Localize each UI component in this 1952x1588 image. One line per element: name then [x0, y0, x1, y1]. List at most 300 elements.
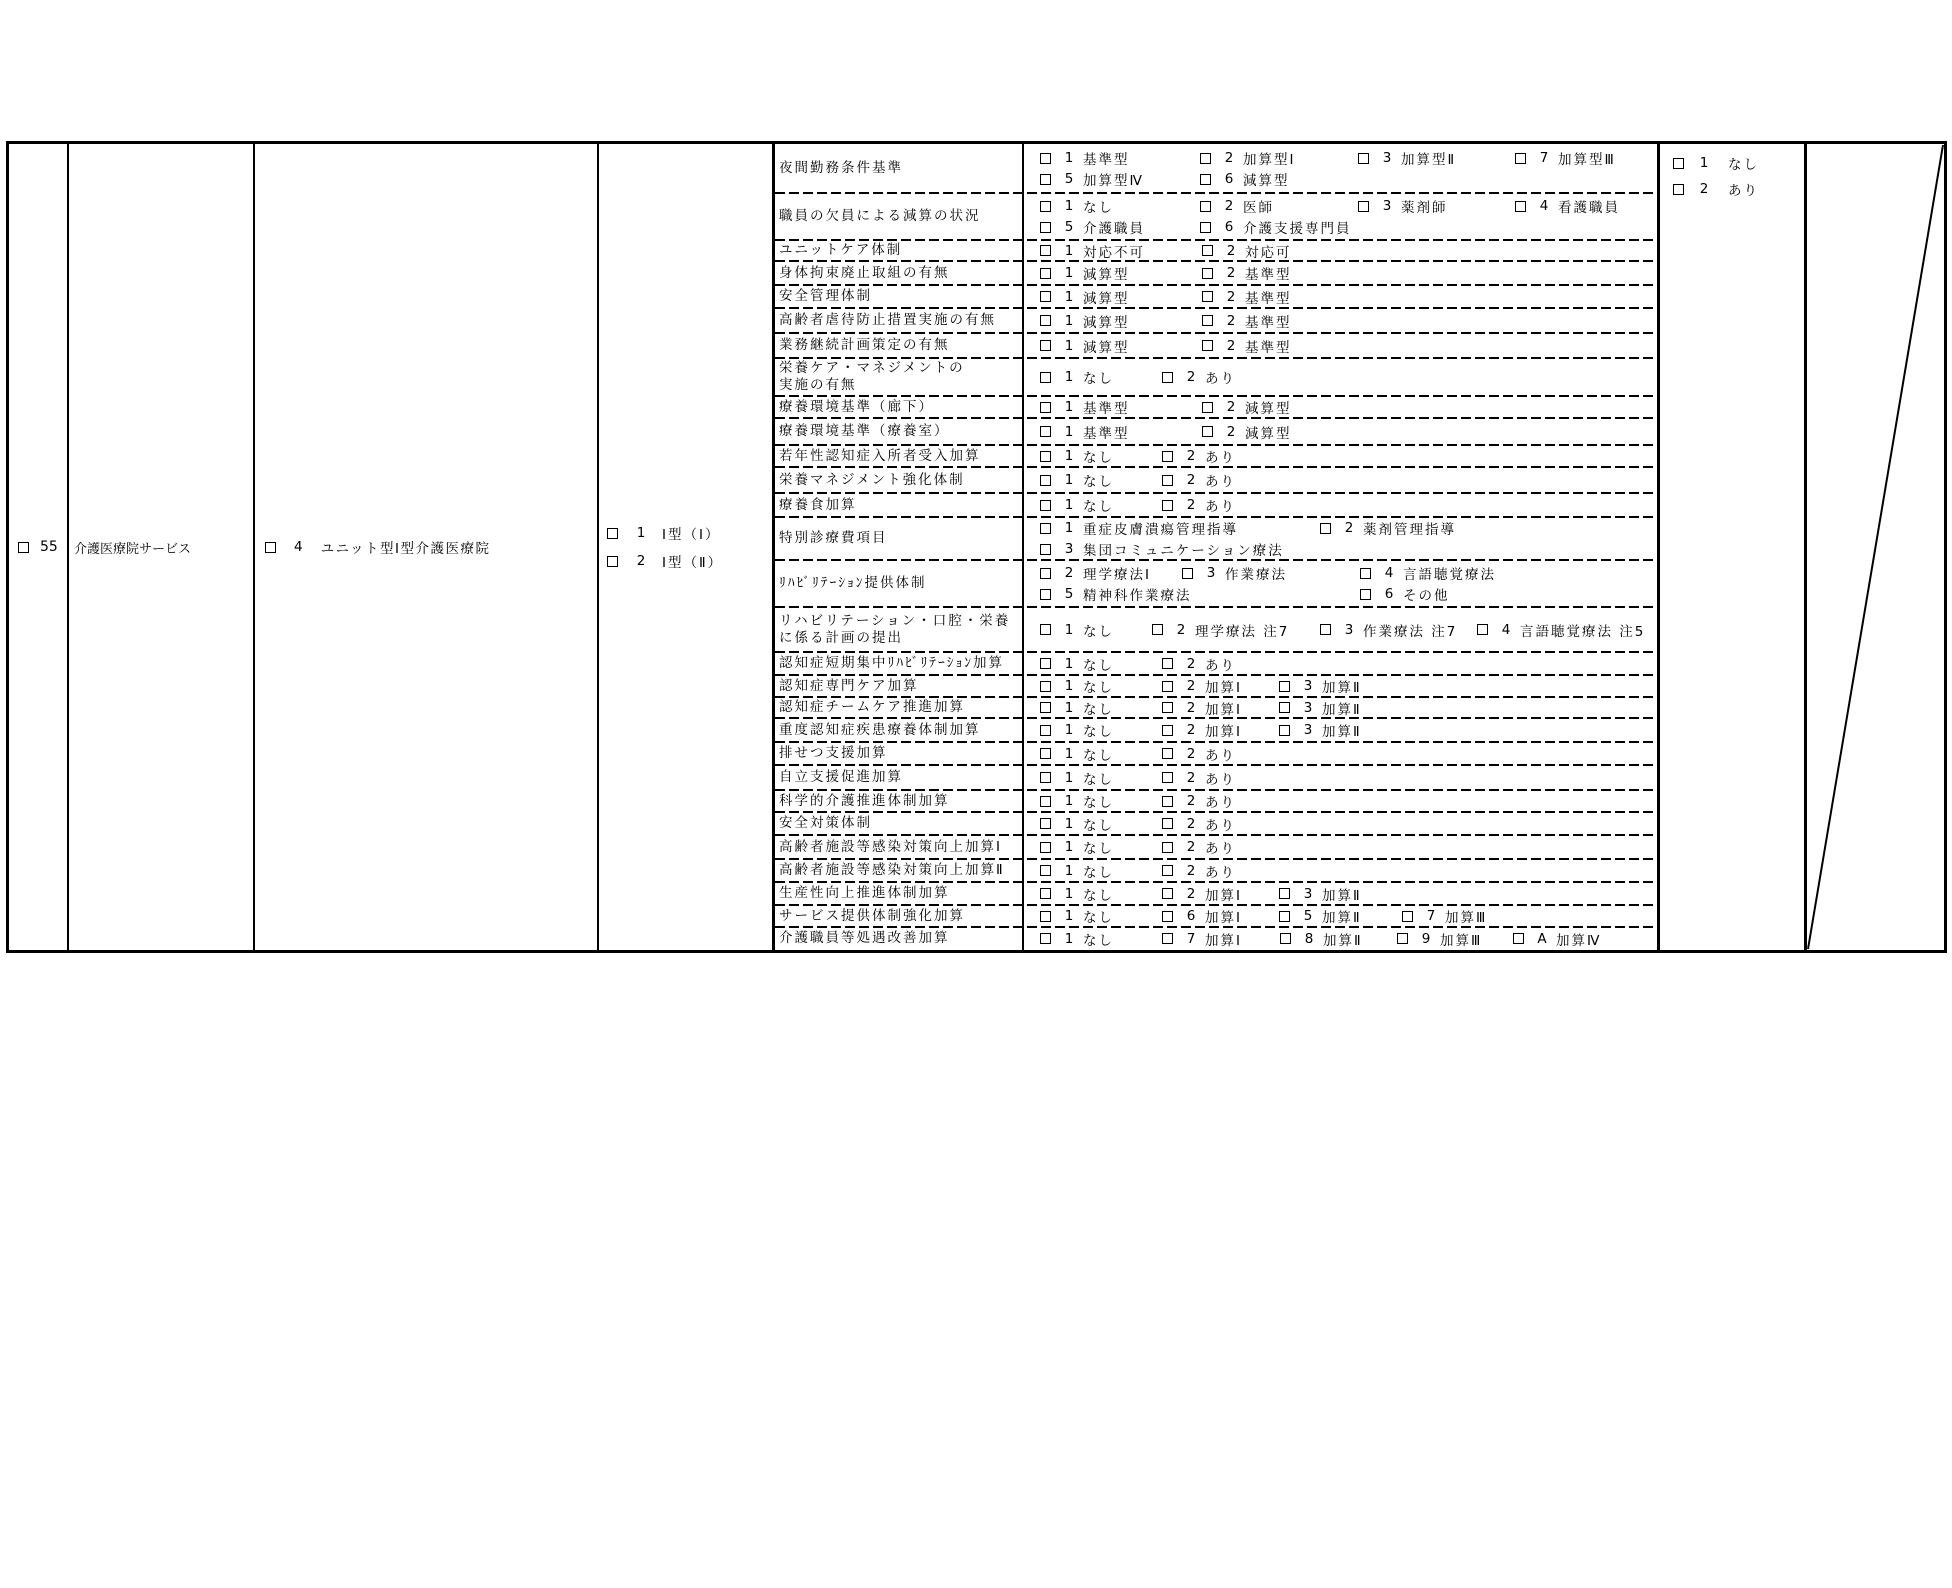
- option-label: なし: [1083, 817, 1114, 834]
- criteria-row-label: 自立支援促進加算: [775, 765, 1024, 790]
- option: [1162, 906, 1242, 926]
- option-number: 1: [1064, 242, 1074, 259]
- criteria-row-options: [1024, 193, 1657, 240]
- criteria-row-label: 高齢者施設等感染対策向上加算Ⅰ: [775, 835, 1024, 859]
- option-number: 2: [1226, 288, 1236, 305]
- option-checkbox-icon[interactable]: [1162, 933, 1173, 944]
- option-checkbox-icon[interactable]: [1162, 451, 1173, 462]
- option-checkbox-icon[interactable]: [1200, 222, 1211, 233]
- option-label: 基準型: [1245, 267, 1292, 283]
- option-label: なし: [1083, 932, 1114, 949]
- option-checkbox-icon[interactable]: [1162, 475, 1173, 486]
- option-checkbox-icon[interactable]: [1040, 772, 1051, 783]
- option: [1279, 676, 1362, 696]
- option-checkbox-icon[interactable]: [1279, 725, 1290, 736]
- option: [1040, 196, 1114, 216]
- option-checkbox-icon[interactable]: [1040, 523, 1051, 534]
- option-number: 1: [1064, 908, 1074, 924]
- option: [1202, 287, 1292, 307]
- option-number: 1: [1064, 423, 1074, 440]
- option-checkbox-icon[interactable]: [1040, 174, 1051, 185]
- option: [1202, 336, 1292, 356]
- option-number: 2: [1186, 655, 1196, 672]
- option-label: あり: [1205, 841, 1236, 857]
- criteria-row-label: 栄養マネジメント強化体制: [775, 467, 1024, 493]
- service-code-checkbox-icon[interactable]: [18, 542, 29, 553]
- criteria-row-options: [1024, 418, 1657, 445]
- criteria-row: [775, 396, 1657, 418]
- option: [1040, 929, 1114, 949]
- option: [1040, 768, 1114, 788]
- criteria-row: [775, 193, 1657, 240]
- option-checkbox-icon[interactable]: [1402, 911, 1413, 922]
- option-checkbox-icon[interactable]: [1040, 796, 1051, 807]
- option-checkbox-icon[interactable]: [1040, 315, 1051, 326]
- availability-cell: [1660, 144, 1807, 950]
- facility-class-2-label: Ⅰ型（Ⅱ）: [662, 555, 724, 571]
- option: [1202, 263, 1292, 283]
- availability-2-checkbox-icon[interactable]: [1673, 184, 1684, 195]
- availability-option: [1673, 179, 1804, 199]
- option: [1040, 422, 1130, 442]
- option: [1360, 563, 1496, 583]
- option-number: 2: [1186, 769, 1196, 786]
- option: [1040, 676, 1114, 696]
- criteria-row-options: [1024, 742, 1657, 765]
- option-label: 減算型: [1243, 173, 1290, 189]
- criteria-row-label: 認知症専門ケア加算: [775, 675, 1024, 697]
- criteria-row-options: [1024, 697, 1657, 718]
- option-label: なし: [1083, 747, 1114, 764]
- criteria-row-options: [1024, 765, 1657, 790]
- option-label: 精神科作業療法: [1083, 588, 1192, 604]
- option-checkbox-icon[interactable]: [1040, 589, 1051, 600]
- option-checkbox-icon[interactable]: [1200, 174, 1211, 185]
- option-label: 対応可: [1245, 244, 1292, 261]
- criteria-row-options: [1024, 652, 1657, 675]
- criteria-row-label: 生産性向上推進体制加算: [775, 882, 1024, 905]
- criteria-row: [775, 607, 1657, 652]
- option-checkbox-icon[interactable]: [1040, 451, 1051, 462]
- option: [1200, 148, 1295, 168]
- option-checkbox-icon[interactable]: [1152, 624, 1163, 635]
- option-number: 7: [1186, 930, 1196, 947]
- option-checkbox-icon[interactable]: [1040, 658, 1051, 669]
- option: [1279, 698, 1362, 718]
- option-label: 集団コミュニケーション療法: [1083, 543, 1284, 559]
- option-label: なし: [1083, 657, 1114, 674]
- option-checkbox-icon[interactable]: [1182, 568, 1193, 579]
- option-checkbox-icon[interactable]: [1202, 402, 1213, 413]
- option-number: 2: [1186, 745, 1196, 762]
- option: [1477, 620, 1645, 640]
- option-label: なし: [1083, 724, 1114, 740]
- option-label: なし: [1083, 795, 1114, 811]
- option-label: 減算型: [1245, 401, 1292, 417]
- option: [1040, 698, 1114, 718]
- option-checkbox-icon[interactable]: [1162, 911, 1173, 922]
- criteria-row-label: 排せつ支援加算: [775, 742, 1024, 765]
- facility-class-option: [607, 551, 772, 571]
- option-number: 2: [1186, 369, 1196, 385]
- option: [1202, 397, 1292, 417]
- option-label: 加算Ⅱ: [1322, 724, 1362, 740]
- option-checkbox-icon[interactable]: [1320, 523, 1331, 534]
- facility-class-option: [607, 523, 772, 543]
- facility-class-2-checkbox-icon[interactable]: [607, 556, 618, 567]
- option-label: 基準型: [1245, 314, 1292, 331]
- option: [1200, 196, 1274, 216]
- option-number: 2: [1186, 815, 1196, 832]
- option-label: あり: [1205, 771, 1236, 788]
- criteria-row: [775, 835, 1657, 859]
- option-checkbox-icon[interactable]: [1040, 245, 1051, 256]
- option: [1162, 698, 1242, 718]
- criteria-row: [775, 418, 1657, 445]
- criteria-row: [775, 560, 1657, 607]
- criteria-row: [775, 333, 1657, 358]
- option-number: 3: [1303, 678, 1313, 694]
- facility-type-label: ユニット型Ⅰ型介護医療院: [320, 541, 491, 557]
- criteria-row-options: [1024, 240, 1657, 261]
- option: [1397, 929, 1482, 949]
- option: [1040, 620, 1114, 640]
- criteria-row-options: [1024, 261, 1657, 285]
- option-checkbox-icon[interactable]: [1040, 842, 1051, 853]
- criteria-row-options: [1024, 467, 1657, 493]
- option-label: 基準型: [1245, 339, 1292, 356]
- option: [1040, 470, 1114, 490]
- option-number: 2: [1226, 265, 1236, 281]
- option-label: なし: [1083, 200, 1114, 216]
- option-checkbox-icon[interactable]: [1162, 818, 1173, 829]
- option-number: 1: [1064, 369, 1074, 385]
- facility-class-1-label: Ⅰ型（Ⅰ）: [662, 527, 721, 543]
- option: [1040, 446, 1114, 466]
- facility-class-1-number: 1: [636, 525, 646, 541]
- option-checkbox-icon[interactable]: [1040, 911, 1051, 922]
- option: [1162, 884, 1242, 904]
- option-number: 1: [1064, 655, 1074, 672]
- option-checkbox-icon[interactable]: [1162, 842, 1173, 853]
- option-number: 2: [1186, 722, 1196, 738]
- option-checkbox-icon[interactable]: [1040, 702, 1051, 713]
- option: [1162, 367, 1236, 387]
- option-label: 加算型Ⅰ: [1243, 152, 1296, 168]
- option-checkbox-icon[interactable]: [1162, 748, 1173, 759]
- option-checkbox-icon[interactable]: [1279, 681, 1290, 692]
- option-number: 3: [1303, 885, 1313, 902]
- option-checkbox-icon[interactable]: [1040, 865, 1051, 876]
- option-label: なし: [1083, 887, 1114, 904]
- option-number: 5: [1064, 586, 1074, 602]
- criteria-row-options: [1024, 675, 1657, 697]
- option: [1040, 287, 1130, 307]
- option-number: 1: [1064, 265, 1074, 281]
- option-number: 4: [1539, 198, 1549, 214]
- option-checkbox-icon[interactable]: [1360, 568, 1371, 579]
- option-number: 2: [1186, 699, 1196, 716]
- option-checkbox-icon[interactable]: [1162, 372, 1173, 383]
- option-checkbox-icon[interactable]: [1202, 291, 1213, 302]
- option-label: 言語聴覚療法: [1403, 567, 1496, 583]
- option-label: なし: [1083, 680, 1114, 696]
- criteria-row: [775, 445, 1657, 467]
- option-label: 言語聴覚療法 注5: [1520, 623, 1646, 640]
- option: [1040, 169, 1144, 189]
- option-number: 1: [1064, 448, 1074, 464]
- option-label: なし: [1083, 771, 1114, 788]
- option-checkbox-icon[interactable]: [1162, 772, 1173, 783]
- criteria-row-label: 重度認知症疾患療養体制加算: [775, 718, 1024, 742]
- facility-class-1-checkbox-icon[interactable]: [607, 528, 618, 539]
- option-checkbox-icon[interactable]: [1162, 888, 1173, 899]
- option-checkbox-icon[interactable]: [1040, 153, 1051, 164]
- option-label: 医師: [1243, 200, 1274, 216]
- option: [1162, 791, 1236, 811]
- option-checkbox-icon[interactable]: [1162, 796, 1173, 807]
- criteria-row-label: 夜間勤務条件基準: [775, 144, 1024, 193]
- option-label: 加算Ⅰ: [1205, 724, 1242, 740]
- option-number: 1: [1064, 621, 1074, 638]
- option-checkbox-icon[interactable]: [1040, 475, 1051, 486]
- option-label: あり: [1205, 499, 1236, 515]
- option-number: 1: [1064, 497, 1074, 513]
- option-checkbox-icon[interactable]: [1162, 865, 1173, 876]
- option-label: 基準型: [1083, 425, 1130, 442]
- option-checkbox-icon[interactable]: [1162, 500, 1173, 511]
- option-number: 1: [1064, 745, 1074, 762]
- option-checkbox-icon[interactable]: [1358, 201, 1369, 212]
- service-name-cell: [69, 144, 255, 950]
- option-checkbox-icon[interactable]: [1162, 702, 1173, 713]
- option-label: 加算Ⅱ: [1323, 932, 1363, 949]
- facility-type-checkbox-icon[interactable]: [265, 542, 276, 553]
- option-number: 2: [1226, 423, 1236, 440]
- criteria-row-label: 認知症短期集中ﾘﾊﾋﾞﾘﾃｰｼｮﾝ加算: [775, 652, 1024, 675]
- option-checkbox-icon[interactable]: [1040, 372, 1051, 383]
- option: [1040, 837, 1114, 857]
- criteria-row-options: [1024, 517, 1657, 560]
- option-label: あり: [1205, 371, 1236, 387]
- option-checkbox-icon[interactable]: [1162, 658, 1173, 669]
- option-label: 加算Ⅲ: [1445, 910, 1488, 926]
- option-checkbox-icon[interactable]: [1202, 340, 1213, 351]
- option-checkbox-icon[interactable]: [1200, 201, 1211, 212]
- option: [1200, 169, 1290, 189]
- criteria-row-options: [1024, 607, 1657, 652]
- option: [1040, 720, 1114, 740]
- option-label: あり: [1205, 817, 1236, 834]
- option-checkbox-icon[interactable]: [1040, 291, 1051, 302]
- option-label: 加算Ⅱ: [1322, 701, 1362, 718]
- option-checkbox-icon[interactable]: [1162, 725, 1173, 736]
- option-label: なし: [1083, 450, 1114, 466]
- option-number: 1: [1064, 769, 1074, 786]
- option-checkbox-icon[interactable]: [1040, 500, 1051, 511]
- facility-type-cell: [255, 144, 599, 950]
- option-label: あり: [1205, 657, 1236, 674]
- criteria-row: [775, 742, 1657, 765]
- option-number: 1: [1064, 930, 1074, 947]
- option-checkbox-icon[interactable]: [1279, 888, 1290, 899]
- criteria-row-label: 業務継続計画策定の有無: [775, 333, 1024, 358]
- option-checkbox-icon[interactable]: [1202, 426, 1213, 437]
- option-checkbox-icon[interactable]: [1040, 748, 1051, 759]
- option-checkbox-icon[interactable]: [1279, 702, 1290, 713]
- option: [1162, 720, 1242, 740]
- option-checkbox-icon[interactable]: [1040, 268, 1051, 279]
- option: [1040, 397, 1130, 417]
- option-checkbox-icon[interactable]: [1397, 933, 1408, 944]
- option: [1182, 563, 1287, 583]
- option-checkbox-icon[interactable]: [1202, 245, 1213, 256]
- criteria-row: [775, 261, 1657, 285]
- option-checkbox-icon[interactable]: [1202, 315, 1213, 326]
- option-checkbox-icon[interactable]: [1040, 340, 1051, 351]
- availability-1-number: 1: [1699, 155, 1709, 171]
- option-checkbox-icon[interactable]: [1040, 725, 1051, 736]
- option-checkbox-icon[interactable]: [1040, 933, 1051, 944]
- option: [1040, 744, 1114, 764]
- criteria-row-options: [1024, 144, 1657, 193]
- criteria-row-label: 療養環境基準（療養室）: [775, 418, 1024, 445]
- availability-1-checkbox-icon[interactable]: [1673, 158, 1684, 169]
- criteria-row-options: [1024, 718, 1657, 742]
- option-number: 2: [1186, 862, 1196, 879]
- option-number: 3: [1064, 541, 1074, 557]
- option-checkbox-icon[interactable]: [1040, 426, 1051, 437]
- option-checkbox-icon[interactable]: [1280, 933, 1291, 944]
- option-number: 6: [1224, 171, 1234, 187]
- option-checkbox-icon[interactable]: [1515, 201, 1526, 212]
- option-label: あり: [1205, 864, 1236, 881]
- option-checkbox-icon[interactable]: [1279, 911, 1290, 922]
- option-checkbox-icon[interactable]: [1477, 624, 1488, 635]
- option-label: 介護支援専門員: [1243, 221, 1352, 237]
- option: [1040, 263, 1130, 283]
- option: [1152, 620, 1289, 640]
- option-label: 減算型: [1083, 290, 1130, 307]
- option-label: 加算Ⅰ: [1205, 701, 1242, 718]
- option-number: 9: [1421, 930, 1431, 947]
- service-name: 介護医療院サービス: [74, 541, 192, 557]
- option-label: 基準型: [1083, 401, 1130, 417]
- option: [1040, 148, 1130, 168]
- option-checkbox-icon[interactable]: [1360, 589, 1371, 600]
- option: [1200, 217, 1352, 237]
- option-label: あり: [1205, 474, 1236, 490]
- option-checkbox-icon[interactable]: [1202, 268, 1213, 279]
- option-checkbox-icon[interactable]: [1162, 681, 1173, 692]
- option-number: 1: [1064, 312, 1074, 329]
- criteria-row-label: 高齢者虐待防止措置実施の有無: [775, 308, 1024, 333]
- criteria-row: [775, 790, 1657, 812]
- criteria-row: [775, 697, 1657, 718]
- option: [1162, 929, 1242, 949]
- option-number: 1: [1064, 288, 1074, 305]
- service-code-cell: [9, 144, 69, 950]
- option-checkbox-icon[interactable]: [1040, 818, 1051, 829]
- criteria-row-label: 若年性認知症入所者受入加算: [775, 445, 1024, 467]
- criteria-row: [775, 882, 1657, 905]
- option-number: 1: [1064, 678, 1074, 694]
- option: [1040, 539, 1284, 559]
- option-checkbox-icon[interactable]: [1040, 544, 1051, 555]
- option: [1280, 929, 1363, 949]
- criteria-row-label: リハビリテーション・口腔・栄養 に係る計画の提出: [775, 607, 1024, 652]
- criteria-row: [775, 285, 1657, 308]
- option-checkbox-icon[interactable]: [1040, 402, 1051, 413]
- criteria-row-label: 特別診療費項目: [775, 517, 1024, 560]
- criteria-row-options: [1024, 859, 1657, 882]
- criteria-row: [775, 240, 1657, 261]
- option-number: 1: [1064, 793, 1074, 809]
- option-label: 理学療法Ⅰ: [1083, 567, 1151, 583]
- option-number: 1: [1064, 337, 1074, 354]
- option-checkbox-icon[interactable]: [1200, 153, 1211, 164]
- criteria-row-options: [1024, 927, 1657, 950]
- criteria-row-options: [1024, 560, 1657, 607]
- option-number: 2: [1186, 885, 1196, 902]
- criteria-rows: [775, 144, 1660, 950]
- option-number: 2: [1176, 621, 1186, 638]
- option-label: なし: [1083, 701, 1114, 718]
- option: [1040, 217, 1145, 237]
- strikethrough-cell: [1807, 144, 1944, 950]
- option-number: 5: [1303, 908, 1313, 924]
- criteria-row-options: [1024, 358, 1657, 396]
- criteria-row-options: [1024, 333, 1657, 358]
- option-checkbox-icon[interactable]: [1040, 222, 1051, 233]
- criteria-row-label: 療養環境基準（廊下）: [775, 396, 1024, 418]
- option-checkbox-icon[interactable]: [1513, 933, 1524, 944]
- option-label: 加算型Ⅱ: [1401, 152, 1457, 168]
- option-label: 減算型: [1083, 267, 1130, 283]
- option-number: 4: [1384, 565, 1394, 581]
- criteria-row-options: [1024, 835, 1657, 859]
- option: [1515, 196, 1620, 216]
- criteria-row-label: ユニットケア体制: [775, 240, 1024, 261]
- option-label: 加算Ⅳ: [1556, 932, 1602, 949]
- option: [1162, 470, 1236, 490]
- option-label: 減算型: [1083, 339, 1130, 356]
- option-number: 3: [1206, 565, 1216, 581]
- option-checkbox-icon[interactable]: [1040, 624, 1051, 635]
- option-checkbox-icon[interactable]: [1040, 681, 1051, 692]
- option-label: 作業療法: [1225, 567, 1287, 583]
- option-checkbox-icon[interactable]: [1515, 153, 1526, 164]
- option-checkbox-icon[interactable]: [1040, 888, 1051, 899]
- option: [1040, 906, 1114, 926]
- option-checkbox-icon[interactable]: [1040, 201, 1051, 212]
- option-label: 加算Ⅱ: [1322, 910, 1362, 926]
- option-number: 5: [1064, 171, 1074, 187]
- option: [1162, 495, 1236, 515]
- option: [1320, 620, 1457, 640]
- option: [1402, 906, 1487, 926]
- option-label: なし: [1083, 910, 1114, 926]
- availability-2-label: あり: [1728, 183, 1759, 199]
- option-checkbox-icon[interactable]: [1358, 153, 1369, 164]
- option-number: 6: [1186, 908, 1196, 924]
- option-number: A: [1537, 930, 1547, 947]
- option: [1202, 311, 1292, 331]
- option-checkbox-icon[interactable]: [1320, 624, 1331, 635]
- option-label: 対応不可: [1083, 244, 1145, 261]
- option-checkbox-icon[interactable]: [1040, 568, 1051, 579]
- option-label: 理学療法 注7: [1195, 623, 1290, 640]
